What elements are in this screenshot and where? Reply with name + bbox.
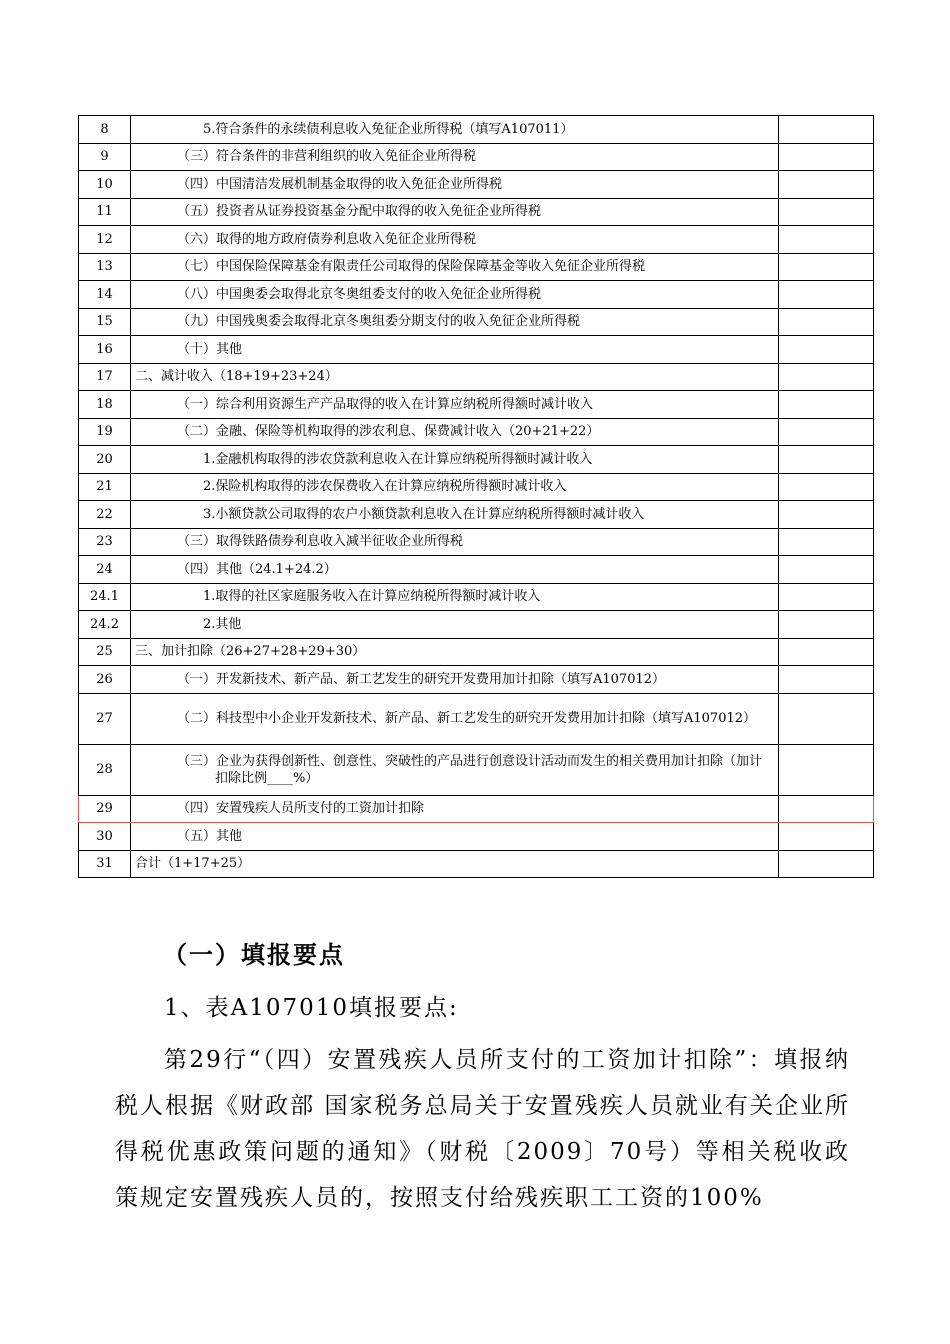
row-item-cell: 合计（1+17+25） [131, 850, 779, 878]
table-row [79, 253, 874, 281]
row-amount-cell[interactable] [779, 501, 874, 529]
row-item-cell: （九）中国残奥委会取得北京冬奥组委分期支付的收入免征企业所得税 [131, 308, 779, 336]
row-amount-cell[interactable] [779, 143, 874, 171]
table-row [79, 143, 874, 171]
row-number-cell: 29 [79, 795, 131, 823]
row-number-cell: 14 [79, 281, 131, 309]
row-item-cell: （八）中国奥委会取得北京冬奥组委支付的收入免征企业所得税 [131, 281, 779, 309]
row-amount-cell[interactable] [779, 116, 874, 144]
row-item-cell: （七）中国保险保障基金有限责任公司取得的保险保障基金等收入免征企业所得税 [131, 253, 779, 281]
table-row [79, 501, 874, 529]
table-row [79, 391, 874, 419]
row-number-cell: 21 [79, 473, 131, 501]
row-number-cell: 9 [79, 143, 131, 171]
row-item-cell: 1.金融机构取得的涉农贷款利息收入在计算应纳税所得额时减计收入 [131, 446, 779, 474]
row-amount-cell[interactable] [779, 693, 874, 744]
row-amount-cell[interactable] [779, 583, 874, 611]
row-number-cell: 12 [79, 226, 131, 254]
row-amount-cell[interactable] [779, 638, 874, 666]
row-item-cell: （一）综合利用资源生产产品取得的收入在计算应纳税所得额时减计收入 [131, 391, 779, 419]
table-row [79, 473, 874, 501]
row-amount-cell[interactable] [779, 226, 874, 254]
row-number-cell: 17 [79, 363, 131, 391]
row-amount-cell[interactable] [779, 308, 874, 336]
table-row [79, 850, 874, 878]
table-row [79, 638, 874, 666]
row-number-cell: 22 [79, 501, 131, 529]
table-row [79, 418, 874, 446]
table-row [79, 281, 874, 309]
row-item-cell: （三）取得铁路债券利息收入减半征收企业所得税 [131, 528, 779, 556]
table-row [79, 795, 874, 823]
table-row [79, 611, 874, 639]
row-number-cell: 26 [79, 666, 131, 694]
row-number-cell: 18 [79, 391, 131, 419]
row-number-cell: 30 [79, 823, 131, 851]
row-item-cell: （二）科技型中小企业开发新技术、新产品、新工艺发生的研究开发费用加计扣除（填写A107012） [131, 693, 779, 744]
row-number-cell: 15 [79, 308, 131, 336]
row-amount-cell[interactable] [779, 253, 874, 281]
row-number-cell: 24.1 [79, 583, 131, 611]
row-item-cell: 5.符合条件的永续债利息收入免征企业所得税（填写A107011） [131, 116, 779, 144]
row-item-cell: （五）投资者从证券投资基金分配中取得的收入免征企业所得税 [131, 198, 779, 226]
row-item-cell: （三）企业为获得创新性、创意性、突破性的产品进行创意设计活动而发生的相关费用加计扣除（加计扣除比例____%） [131, 744, 779, 795]
table-row [79, 583, 874, 611]
row-item-cell: 2.其他 [131, 611, 779, 639]
row-amount-cell[interactable] [779, 418, 874, 446]
table-row [79, 198, 874, 226]
row-amount-cell[interactable] [779, 666, 874, 694]
sub-heading: 1、表A107010填报要点: [164, 995, 459, 1021]
table-body [79, 116, 874, 878]
row-amount-cell[interactable] [779, 391, 874, 419]
table-row [79, 363, 874, 391]
row-amount-cell[interactable] [779, 556, 874, 584]
row-number-cell: 27 [79, 693, 131, 744]
row-amount-cell[interactable] [779, 611, 874, 639]
row-amount-cell[interactable] [779, 171, 874, 199]
row-number-cell: 25 [79, 638, 131, 666]
row-item-cell: （六）取得的地方政府债券利息收入免征企业所得税 [131, 226, 779, 254]
table-row [79, 308, 874, 336]
row-amount-cell[interactable] [779, 795, 874, 823]
row-number-cell: 23 [79, 528, 131, 556]
row-number-cell: 31 [79, 850, 131, 878]
tax-form-table [78, 115, 874, 878]
table-row [79, 446, 874, 474]
row-number-cell: 20 [79, 446, 131, 474]
table-row [79, 666, 874, 694]
row-item-cell: （四）安置残疾人员所支付的工资加计扣除 [131, 795, 779, 823]
row-amount-cell[interactable] [779, 528, 874, 556]
body-paragraph: 第29行“（四）安置残疾人员所支付的工资加计扣除”：填报纳税人根据《财政部 国家税务总局关于安置残疾人员就业有关企业所得税优惠政策问题的通知》（财税〔2009〕70号）等相关税收政策规定安置残疾人员的，按照支付给残疾职工工资的100% [115, 1047, 850, 1211]
row-amount-cell[interactable] [779, 850, 874, 878]
table-row [79, 693, 874, 744]
row-item-cell: （十）其他 [131, 336, 779, 364]
row-item-cell: 二、减计收入（18+19+23+24） [131, 363, 779, 391]
row-number-cell: 16 [79, 336, 131, 364]
table-row [79, 744, 874, 795]
row-amount-cell[interactable] [779, 336, 874, 364]
row-number-cell: 24.2 [79, 611, 131, 639]
row-item-cell: 1.取得的社区家庭服务收入在计算应纳税所得额时减计收入 [131, 583, 779, 611]
section-heading: （一）填报要点 [163, 940, 345, 969]
row-amount-cell[interactable] [779, 473, 874, 501]
row-item-cell: （五）其他 [131, 823, 779, 851]
row-item-cell: 2.保险机构取得的涉农保费收入在计算应纳税所得额时减计收入 [131, 473, 779, 501]
table-row [79, 116, 874, 144]
table-row [79, 528, 874, 556]
table-row [79, 171, 874, 199]
table-row [79, 556, 874, 584]
row-number-cell: 10 [79, 171, 131, 199]
row-item-cell: （一）开发新技术、新产品、新工艺发生的研究开发费用加计扣除（填写A107012） [131, 666, 779, 694]
row-number-cell: 13 [79, 253, 131, 281]
row-number-cell: 19 [79, 418, 131, 446]
row-item-cell: （四）中国清洁发展机制基金取得的收入免征企业所得税 [131, 171, 779, 199]
row-amount-cell[interactable] [779, 281, 874, 309]
row-amount-cell[interactable] [779, 198, 874, 226]
row-amount-cell[interactable] [779, 823, 874, 851]
row-amount-cell[interactable] [779, 744, 874, 795]
row-item-cell: （三）符合条件的非营利组织的收入免征企业所得税 [131, 143, 779, 171]
row-number-cell: 8 [79, 116, 131, 144]
table-row [79, 823, 874, 851]
row-item-cell: （四）其他（24.1+24.2） [131, 556, 779, 584]
table-row [79, 226, 874, 254]
row-number-cell: 24 [79, 556, 131, 584]
row-number-cell: 11 [79, 198, 131, 226]
row-amount-cell[interactable] [779, 446, 874, 474]
row-number-cell: 28 [79, 744, 131, 795]
row-amount-cell[interactable] [779, 363, 874, 391]
table-row [79, 336, 874, 364]
row-item-cell: 三、加计扣除（26+27+28+29+30） [131, 638, 779, 666]
row-item-cell: 3.小额贷款公司取得的农户小额贷款利息收入在计算应纳税所得额时减计收入 [131, 501, 779, 529]
row-item-cell: （二）金融、保险等机构取得的涉农利息、保费减计收入（20+21+22） [131, 418, 779, 446]
